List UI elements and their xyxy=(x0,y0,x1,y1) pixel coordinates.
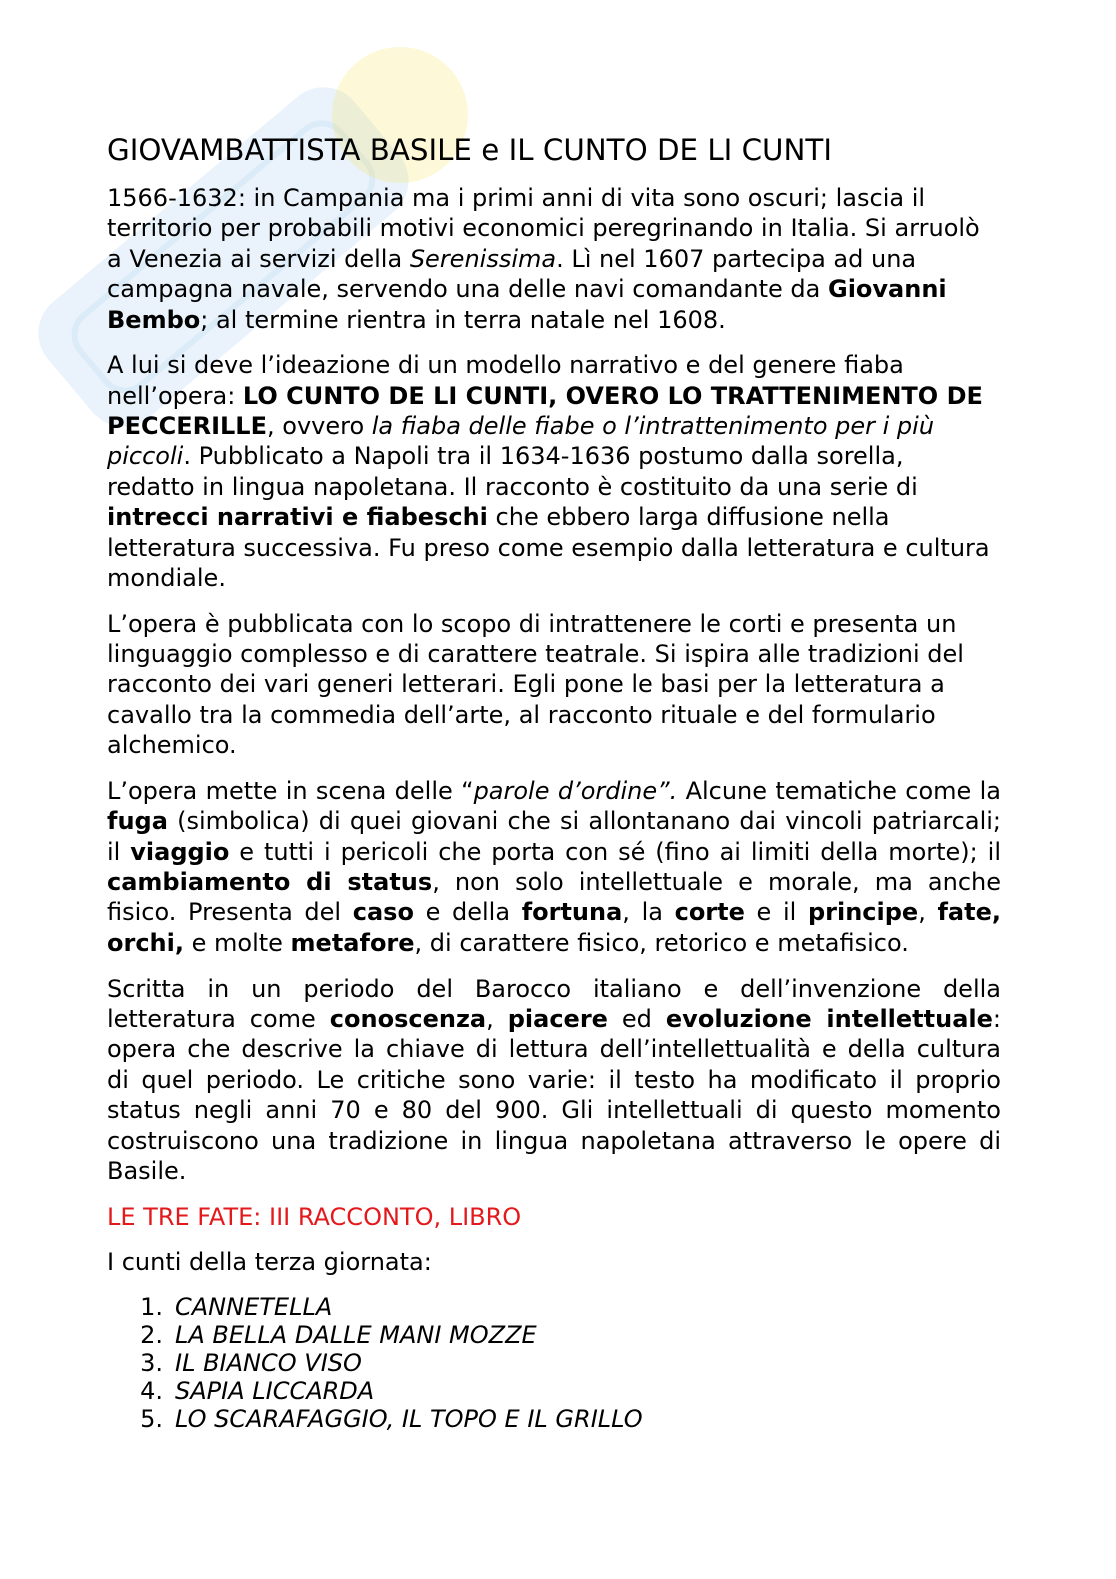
text-line-content xyxy=(107,350,904,380)
text-run: campagna navale, servendo una delle navi comandante da xyxy=(107,275,828,304)
bold-text: piacere xyxy=(507,1004,608,1033)
bold-text: viaggio xyxy=(130,837,230,866)
text-line xyxy=(107,1095,1001,1125)
bold-text: intrecci narrativi e fiabeschi xyxy=(107,503,488,532)
text-line xyxy=(107,441,1001,471)
text-run: territorio per probabili motivi economici peregrinando in Italia. Si arruolò xyxy=(107,214,980,243)
list-item xyxy=(107,1377,1001,1405)
paragraph-contesto xyxy=(107,974,1001,1187)
paragraph-biography xyxy=(107,183,1001,335)
text-line-content xyxy=(107,244,916,274)
text-line-content xyxy=(107,533,990,563)
text-line xyxy=(107,411,1001,441)
text-run: A lui si deve l’ideazione di un modello narrativo e del genere fiaba xyxy=(107,351,904,380)
text-run: e il xyxy=(744,898,808,927)
list-item-title: CANNETELLA xyxy=(175,1292,333,1321)
text-line xyxy=(107,609,1001,639)
text-run: , di carattere fisico, retorico e metafisico. xyxy=(414,928,909,957)
text-run: redatto in lingua napoletana. Il racconto è costituito da una serie di xyxy=(107,472,918,501)
text-run: mondiale. xyxy=(107,563,226,592)
text-run: letteratura successiva. Fu preso come esempio dalla letteratura e cultura xyxy=(107,533,990,562)
text-run: , ovvero xyxy=(267,412,372,441)
text-line-content xyxy=(107,1095,1001,1125)
text-line xyxy=(107,1065,1001,1095)
text-line-content xyxy=(107,776,1001,806)
text-line xyxy=(107,730,1001,760)
text-line-content xyxy=(107,441,903,471)
text-line-content xyxy=(107,183,925,213)
text-line xyxy=(107,563,1001,593)
text-run: a Venezia ai servizi della xyxy=(107,244,410,273)
text-line-content xyxy=(107,1004,1001,1034)
text-line-content xyxy=(107,381,983,411)
text-line xyxy=(107,244,1001,274)
text-line xyxy=(107,1156,1001,1186)
text-run: linguaggio complesso e di carattere teatrale. Si ispira alle tradizioni del xyxy=(107,640,964,669)
text-run: opera che descrive la chiave di lettura dell’intellettualità e della cultura xyxy=(107,1035,1001,1064)
bold-text: principe xyxy=(807,898,919,927)
list-item-number: 1. xyxy=(140,1292,163,1321)
text-line xyxy=(107,974,1001,1004)
list-intro: I cunti della terza giornata: xyxy=(107,1248,432,1277)
tale-list xyxy=(107,1293,1001,1433)
text-run: L’opera mette in scena delle “ xyxy=(107,776,474,805)
list-item xyxy=(107,1405,1001,1433)
section-heading-tre-fate: LE TRE FATE: III RACCONTO, LIBRO xyxy=(107,1202,522,1231)
bold-text: cambiamento di status xyxy=(107,868,433,897)
list-item-title: SAPIA LICCARDA xyxy=(175,1376,375,1405)
paragraph-tematiche xyxy=(107,776,1001,958)
text-run: nell’opera: xyxy=(107,381,243,410)
bold-text: conoscenza xyxy=(329,1004,487,1033)
text-run: fisico. Presenta del xyxy=(107,898,353,927)
bold-text: evoluzione intellettuale xyxy=(665,1004,993,1033)
text-run: racconto dei vari generi letterari. Egli pone le basi per la letteratura a xyxy=(107,670,945,699)
text-run: letteratura come xyxy=(107,1004,330,1033)
text-run: di quel periodo. Le critiche sono varie: il testo ha modificato il proprio xyxy=(107,1065,1001,1094)
list-item-number: 3. xyxy=(140,1348,163,1377)
bold-text: corte xyxy=(674,898,745,927)
text-line xyxy=(107,806,1001,836)
text-line xyxy=(107,700,1001,730)
document-body xyxy=(107,133,1001,1433)
text-line xyxy=(107,669,1001,699)
bold-text: LO CUNTO DE LI CUNTI, OVERO LO TRATTENIMENTO DE xyxy=(242,381,983,410)
text-run: e molte xyxy=(183,928,291,957)
text-line xyxy=(107,639,1001,669)
text-line-content xyxy=(107,305,726,335)
text-line-content xyxy=(107,609,956,639)
text-line-content xyxy=(107,1126,1001,1156)
text-line xyxy=(107,533,1001,563)
bold-text: fuga xyxy=(107,807,168,836)
italic-text: parole d’ordine”. xyxy=(473,776,686,805)
text-line xyxy=(107,897,1001,927)
text-line-content xyxy=(107,730,237,760)
text-run: 1566-1632: in Campania ma i primi anni di vita sono oscuri; lascia il xyxy=(107,184,926,212)
italic-text: la fiaba delle fiabe o l’intrattenimento per i più xyxy=(371,412,935,441)
list-item-title: IL BIANCO VISO xyxy=(175,1348,362,1377)
text-run: costruiscono una tradizione in lingua napoletana attraverso le opere di xyxy=(107,1126,1001,1155)
text-line-content xyxy=(107,974,1001,1004)
list-item xyxy=(107,1321,1001,1349)
text-line-content xyxy=(107,1034,1001,1064)
text-run: ; al termine rientra in terra natale nel 1608. xyxy=(200,305,726,334)
text-line-content xyxy=(107,669,945,699)
text-run: ed xyxy=(607,1004,666,1033)
text-run: , non solo intellettuale e morale, ma anche xyxy=(432,868,1001,897)
list-item-number: 2. xyxy=(140,1320,163,1349)
text-line-content xyxy=(107,411,934,441)
text-line-content xyxy=(107,897,1001,927)
text-line xyxy=(107,350,1001,380)
text-run: Alcune tematiche come la xyxy=(685,776,1002,805)
text-run: Basile. xyxy=(107,1156,187,1185)
text-line-content xyxy=(107,837,1001,867)
paragraph-scopo xyxy=(107,609,1001,761)
text-line-content xyxy=(107,274,947,304)
bold-text: fate, xyxy=(937,898,1001,927)
text-line-content xyxy=(107,502,890,532)
paragraph-opera xyxy=(107,350,1001,593)
text-run: che ebbero larga diffusione nella xyxy=(487,503,890,532)
text-line xyxy=(107,213,1001,243)
text-line xyxy=(107,381,1001,411)
text-line-content xyxy=(107,1065,1001,1095)
list-item-title: LA BELLA DALLE MANI MOZZE xyxy=(175,1320,537,1349)
list-item xyxy=(107,1293,1001,1321)
text-line-content xyxy=(107,700,936,730)
bold-text: Bembo xyxy=(107,305,201,334)
text-line xyxy=(107,837,1001,867)
bold-text: caso xyxy=(352,898,414,927)
text-line xyxy=(107,1034,1001,1064)
text-line xyxy=(107,776,1001,806)
list-item xyxy=(107,1349,1001,1377)
text-line xyxy=(107,928,1001,958)
text-line xyxy=(107,502,1001,532)
text-run: alchemico. xyxy=(107,731,237,760)
document-title: GIOVAMBATTISTA BASILE e IL CUNTO DE LI CUNTI xyxy=(107,133,832,167)
text-line xyxy=(107,1004,1001,1034)
bold-text: Giovanni xyxy=(828,275,947,304)
list-item-number: 4. xyxy=(140,1376,163,1405)
text-run: , xyxy=(918,898,938,927)
text-line xyxy=(107,867,1001,897)
text-run: il xyxy=(107,837,131,866)
list-item-number: 5. xyxy=(140,1404,163,1433)
text-line-content xyxy=(107,639,964,669)
bold-text: PECCERILLE xyxy=(107,412,267,441)
bold-text: orchi, xyxy=(107,928,184,957)
text-run: e tutti i pericoli che porta con sé (fino ai limiti della morte); il xyxy=(229,837,1001,866)
text-line-content xyxy=(107,563,226,593)
list-item-title: LO SCARAFAGGIO, IL TOPO E IL GRILLO xyxy=(175,1404,643,1433)
text-run: . Pubblicato a Napoli tra il 1634-1636 postumo dalla sorella, xyxy=(183,442,904,471)
text-line xyxy=(107,1126,1001,1156)
text-line-content xyxy=(107,867,1001,897)
text-run: . Lì nel 1607 partecipa ad una xyxy=(556,244,917,273)
text-line xyxy=(107,472,1001,502)
text-line-content xyxy=(107,928,909,958)
text-line xyxy=(107,305,1001,335)
text-line-content xyxy=(107,806,1001,836)
text-line xyxy=(107,274,1001,304)
text-run: Scritta in un periodo del Barocco italiano e dell’invenzione della xyxy=(107,974,1001,1003)
text-run: e della xyxy=(413,898,522,927)
text-run: L’opera è pubblicata con lo scopo di intrattenere le corti e presenta un xyxy=(107,609,957,638)
text-line-content xyxy=(107,213,980,243)
bold-text: fortuna xyxy=(521,898,623,927)
text-line-content xyxy=(107,1156,186,1186)
text-run: , la xyxy=(622,898,675,927)
text-run: : xyxy=(992,1004,1001,1033)
text-run: , xyxy=(486,1004,508,1033)
italic-text: Serenissima xyxy=(409,244,557,273)
bold-text: metafore xyxy=(290,928,415,957)
text-line-content xyxy=(107,472,918,502)
italic-text: piccoli xyxy=(107,442,184,471)
text-run: status negli anni 70 e 80 del 900. Gli intellettuali di questo momento xyxy=(107,1096,1001,1125)
text-line xyxy=(107,183,1001,213)
text-run: (simbolica) di quei giovani che si allontanano dai vincoli patriarcali; xyxy=(167,807,1001,836)
text-run: cavallo tra la commedia dell’arte, al racconto rituale e del formulario xyxy=(107,700,936,729)
